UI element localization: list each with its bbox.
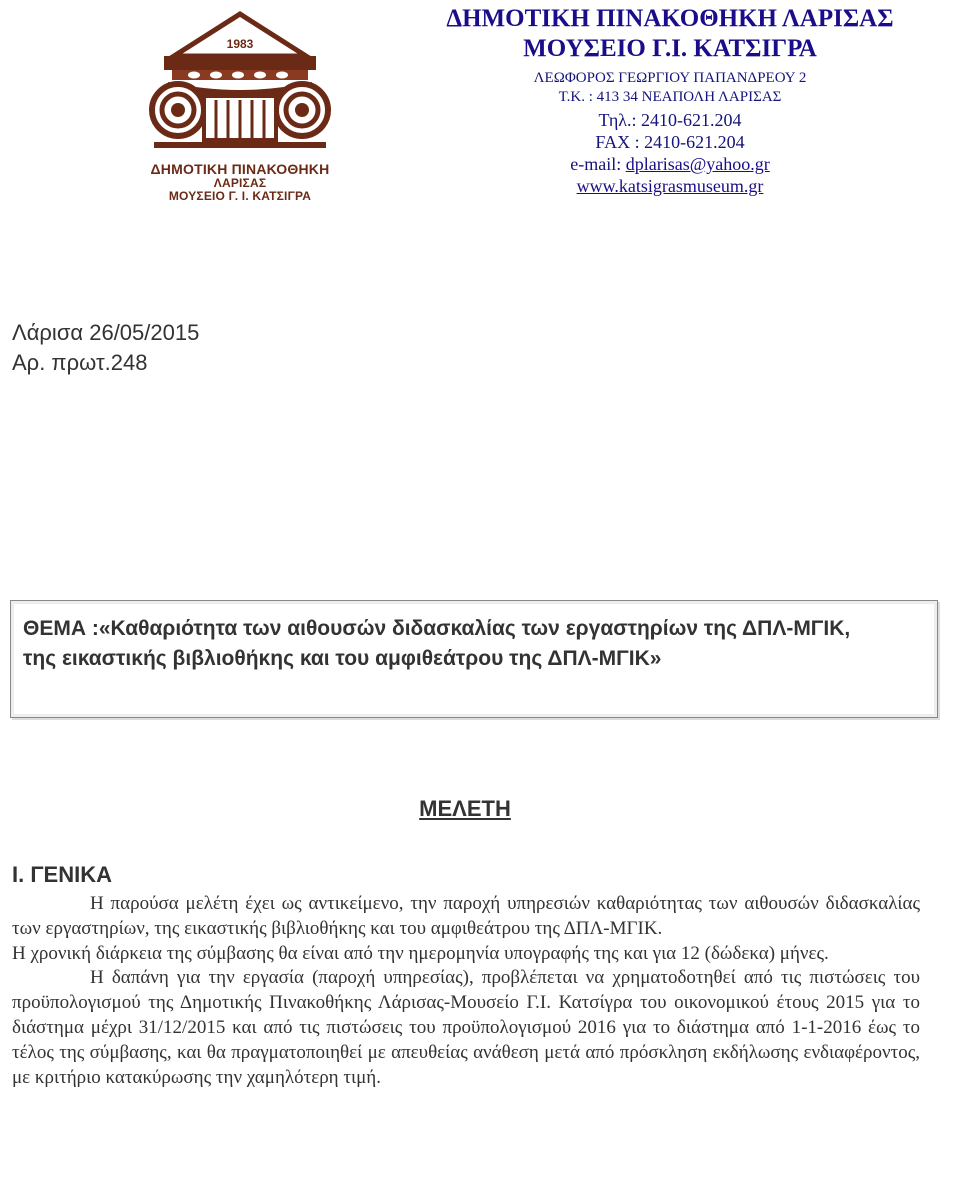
telephone: Τηλ.: 2410-621.204: [598, 110, 742, 130]
paragraph-funding: Η δαπάνη για την εργασία (παροχή υπηρεσίας), προβλέπεται να χρηματοδοτηθεί από τις πιστώσεις του προϋπολογισμού της Δημοτικής Πινακοθήκης Λάρισας-Μουσείο Γ.Ι. Κατσίγρα του οικονομικού έτους 2015 για το διάστημα μέχρι 31/12/2015 και από τις πιστώσεις του προϋπολογισμού 2016 για το διάστημα από 1-1-2016 έως το τέλος της σύμβασης, και θα πραγματοποιηθεί με απευθείας ανάθεση μετά από πρόσκληση εκδήλωσης ενδιαφέροντος, με κριτήριο κατακύρωσης την χαμηλότερη τιμή.: [12, 967, 920, 1088]
museum-logo: [138, 10, 342, 206]
fax: FAX : 2410-621.204: [595, 132, 745, 152]
date-protocol-block: [12, 318, 199, 378]
subject-line-1: ΘΕΜΑ :«Καθαριότητα των αιθουσών διδασκαλίας των εργαστηρίων της ΔΠΛ-ΜΓΙΚ,: [23, 617, 851, 640]
letterhead: [380, 4, 960, 197]
email-link[interactable]: dplarisas@yahoo.gr: [625, 154, 770, 174]
body-text: [12, 892, 920, 1090]
subject-line-2: της εικαστικής βιβλιοθήκης και του αμφιθεάτρου της ΔΠΛ-ΜΓΙΚ»: [23, 647, 662, 670]
letterhead-title-1: ΔΗΜΟΤΙΚΗ ΠΙΝΑΚΟΘΗΚΗ ΛΑΡΙΣΑΣ: [446, 5, 894, 32]
letterhead-title-2: ΜΟΥΣΕΙΟ Γ.Ι. ΚΑΤΣΙΓΡΑ: [523, 35, 817, 62]
section-heading: Ι. ΓΕΝΙΚΑ: [12, 862, 113, 887]
protocol-number: Αρ. πρωτ.248: [12, 350, 148, 375]
logo-line-1: ΔΗΜΟΤΙΚΗ ΠΙΝΑΚΟΘΗΚΗ: [150, 161, 330, 177]
website-line: [380, 175, 960, 197]
logo-line-3: ΜΟΥΣΕΙΟ Γ. Ι. ΚΑΤΣΙΓΡΑ: [168, 189, 312, 203]
address-line-2: Τ.Κ. : 413 34 ΝΕΑΠΟΛΗ ΛΑΡΙΣΑΣ: [558, 89, 782, 105]
paragraph-duration: Η χρονική διάρκεια της σύμβασης θα είναι από την ημερομηνία υπογραφής της και για 12 (δώδεκα) μήνες.: [12, 942, 829, 964]
email-line: [380, 153, 960, 175]
logo-line-2: ΛΑΡΙΣΑΣ: [213, 176, 267, 190]
subject-text: [23, 614, 938, 674]
subject-box: [10, 600, 938, 718]
document-date: Λάρισα 26/05/2015: [12, 320, 200, 345]
paragraph-scope: Η παρούσα μελέτη έχει ως αντικείμενο, την παροχή υπηρεσιών καθαριότητας των αιθουσών διδασκαλίας των εργαστηρίων, της εικαστικής βιβλιοθήκης και του αμφιθεάτρου της ΔΠΛ-ΜΓΙΚ.: [12, 893, 920, 939]
website-link[interactable]: www.katsigrasmuseum.gr: [576, 176, 764, 196]
logo-year: 1983: [226, 37, 254, 51]
address-line-1: ΛΕΩΦΟΡΟΣ ΓΕΩΡΓΙΟΥ ΠΑΠΑΝΔΡΕΟΥ 2: [533, 70, 807, 86]
email-label: e-mail:: [570, 154, 626, 174]
study-title: ΜΕΛΕΤΗ: [419, 796, 511, 821]
